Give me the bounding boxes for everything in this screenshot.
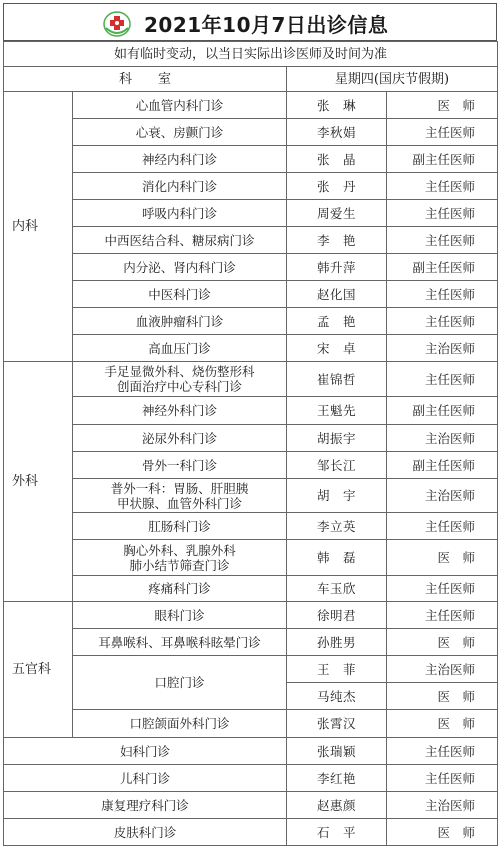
title-cell: 主治医师 [387, 479, 498, 513]
doctor-cell: 徐明君 [287, 602, 387, 629]
dept-cell: 心血管内科门诊 [73, 92, 287, 119]
title-cell: 医 师 [387, 819, 498, 846]
dept-column-header: 科 室 [4, 67, 287, 92]
dept-cell [73, 362, 287, 397]
table-row [4, 765, 498, 792]
category-internal: 内科 [4, 92, 73, 362]
table-row [4, 335, 498, 362]
dept-cell: 神经外科门诊 [73, 397, 287, 425]
dept-cell: 妇科门诊 [4, 738, 287, 765]
title-cell: 主任医师 [387, 576, 498, 602]
table-row [4, 308, 498, 335]
dept-cell: 消化内科门诊 [73, 173, 287, 200]
table-row [4, 540, 498, 576]
title-cell: 主治医师 [387, 425, 498, 452]
dept-cell: 中西医结合科、糖尿病门诊 [73, 227, 287, 254]
doctor-cell: 韩升萍 [287, 254, 387, 281]
title-cell: 副主任医师 [387, 146, 498, 173]
dept-cell: 内分泌、肾内科门诊 [73, 254, 287, 281]
page-title: 2021年10月7日出诊信息 [144, 13, 389, 37]
title-cell: 主任医师 [387, 513, 498, 540]
dept-cell: 血液肿瘤科门诊 [73, 308, 287, 335]
table-row [4, 792, 498, 819]
table-row [4, 710, 498, 738]
title-cell: 主任医师 [387, 738, 498, 765]
dept-cell: 骨外一科门诊 [73, 452, 287, 479]
doctor-cell: 张 琳 [287, 92, 387, 119]
title-cell: 主任医师 [387, 173, 498, 200]
doctor-cell: 王 菲 [287, 656, 387, 683]
doctor-cell: 李 艳 [287, 227, 387, 254]
dept-cell: 泌尿外科门诊 [73, 425, 287, 452]
doctor-cell: 石 平 [287, 819, 387, 846]
title-cell: 主任医师 [387, 362, 498, 397]
dept-cell: 高血压门诊 [73, 335, 287, 362]
doctor-cell: 邹长江 [287, 452, 387, 479]
doctor-cell: 韩 磊 [287, 540, 387, 576]
table-row [4, 629, 498, 656]
dept-cell: 康复理疗科门诊 [4, 792, 287, 819]
dept-line: 手足显微外科、烧伤整形科 [104, 364, 255, 379]
doctor-cell: 张霄汉 [287, 710, 387, 738]
doctor-cell: 张瑞颖 [287, 738, 387, 765]
title-cell: 主治医师 [387, 656, 498, 683]
doctor-cell: 马纯杰 [287, 683, 387, 710]
table-row [4, 119, 498, 146]
schedule-table [3, 41, 498, 846]
dept-cell: 肛肠科门诊 [73, 513, 287, 540]
dept-cell: 心衰、房颤门诊 [73, 119, 287, 146]
table-row [4, 738, 498, 765]
title-cell: 主任医师 [387, 200, 498, 227]
header-row [4, 67, 498, 92]
doctor-cell: 周爱生 [287, 200, 387, 227]
doctor-cell: 崔锦哲 [287, 362, 387, 397]
date-column-header: 星期四(国庆节假期) [287, 67, 498, 92]
doctor-cell: 胡振宇 [287, 425, 387, 452]
doctor-cell: 李秋娟 [287, 119, 387, 146]
title-cell: 主治医师 [387, 335, 498, 362]
dept-line: 胸心外科、乳腺外科 [123, 542, 236, 558]
title-cell: 主任医师 [387, 119, 498, 146]
title-row [3, 3, 497, 41]
doctor-cell: 张 晶 [287, 146, 387, 173]
dept-line: 创面治疗中心专科门诊 [116, 379, 242, 394]
title-cell: 主任医师 [387, 765, 498, 792]
title-cell: 医 师 [387, 629, 498, 656]
schedule-sheet [3, 3, 497, 840]
table-row [4, 227, 498, 254]
table-row [4, 146, 498, 173]
dept-line: 甲状腺、血管外科门诊 [116, 495, 242, 511]
doctor-cell: 张 丹 [287, 173, 387, 200]
title-cell: 主任医师 [387, 308, 498, 335]
table-row [4, 281, 498, 308]
doctor-cell: 宋 卓 [287, 335, 387, 362]
dept-cell: 中医科门诊 [73, 281, 287, 308]
doctor-cell: 孟 艳 [287, 308, 387, 335]
table-row [4, 479, 498, 513]
dept-cell: 眼科门诊 [73, 602, 287, 629]
dept-cell: 耳鼻喉科、耳鼻喉科眩晕门诊 [73, 629, 287, 656]
doctor-cell: 李红艳 [287, 765, 387, 792]
title-cell: 副主任医师 [387, 254, 498, 281]
table-row [4, 576, 498, 602]
doctor-cell: 赵惠颜 [287, 792, 387, 819]
notice-text: 如有临时变动，以当日实际出诊医师及时间为准 [4, 42, 498, 67]
dept-cell [73, 540, 287, 576]
title-cell: 主任医师 [387, 281, 498, 308]
doctor-cell: 胡 宇 [287, 479, 387, 513]
hospital-logo-icon [102, 10, 132, 38]
doctor-cell: 车玉欣 [287, 576, 387, 602]
table-row [4, 425, 498, 452]
dept-cell: 皮肤科门诊 [4, 819, 287, 846]
category-ent: 五官科 [4, 602, 73, 738]
title-cell: 医 师 [387, 683, 498, 710]
title-cell: 主任医师 [387, 602, 498, 629]
dept-line: 肺小结节筛查门诊 [129, 557, 230, 573]
table-row [4, 362, 498, 397]
title-cell: 主治医师 [387, 792, 498, 819]
dept-cell: 儿科门诊 [4, 765, 287, 792]
category-surgery: 外科 [4, 362, 73, 602]
table-row [4, 819, 498, 846]
doctor-cell: 李立英 [287, 513, 387, 540]
table-row [4, 656, 498, 683]
title-cell: 医 师 [387, 540, 498, 576]
title-cell: 医 师 [387, 710, 498, 738]
table-row [4, 173, 498, 200]
dept-cell [73, 479, 287, 513]
dept-cell: 口腔门诊 [73, 656, 287, 710]
notice-row [4, 42, 498, 67]
doctor-cell: 王魁先 [287, 397, 387, 425]
dept-cell: 口腔颌面外科门诊 [73, 710, 287, 738]
table-row [4, 200, 498, 227]
dept-line: 普外一科：胃肠、肝胆胰 [110, 480, 249, 496]
dept-cell: 神经内科门诊 [73, 146, 287, 173]
doctor-cell: 孙胜男 [287, 629, 387, 656]
title-cell: 副主任医师 [387, 397, 498, 425]
table-row [4, 92, 498, 119]
dept-cell: 呼吸内科门诊 [73, 200, 287, 227]
title-cell: 医 师 [387, 92, 498, 119]
table-row [4, 602, 498, 629]
title-cell: 副主任医师 [387, 452, 498, 479]
table-row [4, 452, 498, 479]
title-cell: 主任医师 [387, 227, 498, 254]
table-row [4, 513, 498, 540]
table-row [4, 397, 498, 425]
doctor-cell: 赵化国 [287, 281, 387, 308]
table-row [4, 254, 498, 281]
dept-cell: 疼痛科门诊 [73, 576, 287, 602]
